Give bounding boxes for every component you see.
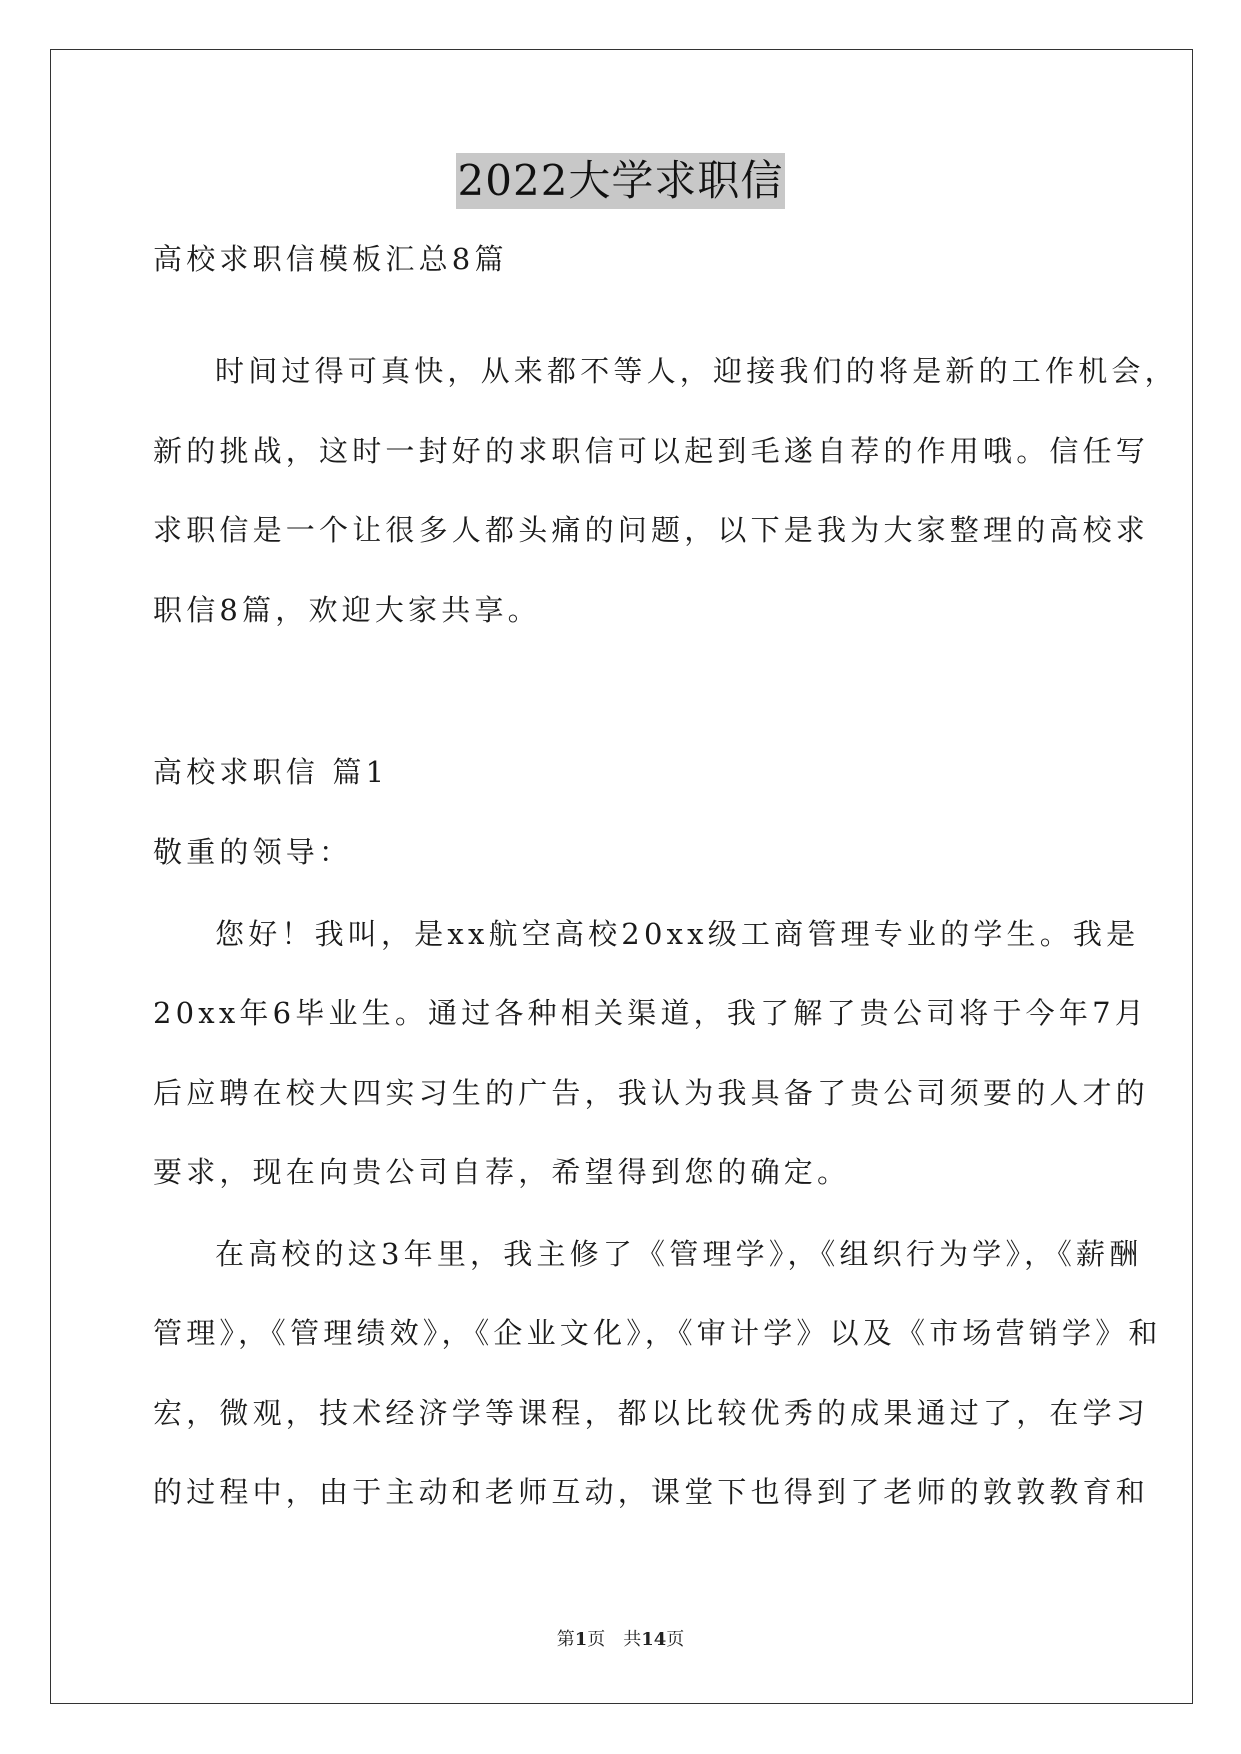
document-title: 2022大学求职信 bbox=[456, 153, 786, 209]
page-suffix: 页 bbox=[587, 1629, 606, 1650]
total-prefix: 共 bbox=[623, 1629, 642, 1650]
intro-line-4: 职信8篇，欢迎大家共享。 bbox=[153, 593, 541, 627]
page-prefix: 第 bbox=[556, 1629, 575, 1650]
intro-line-3: 求职信是一个让很多人都头痛的问题，以下是我为大家整理的高校求 bbox=[153, 513, 1150, 547]
para1-line-1: 您好！我叫，是xx航空高校20xx级工商管理专业的学生。我是 bbox=[215, 917, 1140, 951]
title-container bbox=[0, 153, 1241, 209]
para2-line-2: 管理》，《管理绩效》，《企业文化》，《审计学》以及《市场营销学》和 bbox=[153, 1316, 1162, 1350]
para1-line-3: 后应聘在校大四实习生的广告，我认为我具备了贵公司须要的人才的 bbox=[153, 1076, 1150, 1110]
para2-line-4: 的过程中，由于主动和老师互动，课堂下也得到了老师的敦敦教育和 bbox=[153, 1475, 1150, 1509]
total-suffix: 页 bbox=[666, 1629, 685, 1650]
page-border bbox=[50, 49, 1193, 1704]
para2-line-3: 宏，微观，技术经济学等课程，都以比较优秀的成果通过了，在学习 bbox=[153, 1396, 1150, 1430]
page-total: 14 bbox=[641, 1629, 667, 1650]
para1-line-4: 要求，现在向贵公司自荐，希望得到您的确定。 bbox=[153, 1155, 851, 1189]
para1-line-2: 20xx年6毕业生。通过各种相关渠道，我了解了贵公司将于今年7月 bbox=[153, 996, 1148, 1030]
intro-line-1: 时间过得可真快，从来都不等人，迎接我们的将是新的工作机会， bbox=[215, 354, 1178, 388]
para2-line-1: 在高校的这3年里，我主修了《管理学》，《组织行为学》，《薪酬 bbox=[215, 1237, 1143, 1271]
page-current: 1 bbox=[574, 1629, 588, 1650]
salutation: 敬重的领导： bbox=[153, 835, 353, 869]
page-footer bbox=[0, 1628, 1241, 1652]
document-subtitle: 高校求职信模板汇总8篇 bbox=[153, 242, 508, 276]
intro-line-2: 新的挑战，这时一封好的求职信可以起到毛遂自荐的作用哦。信任写 bbox=[153, 434, 1150, 468]
section-heading: 高校求职信 篇1 bbox=[153, 755, 389, 789]
